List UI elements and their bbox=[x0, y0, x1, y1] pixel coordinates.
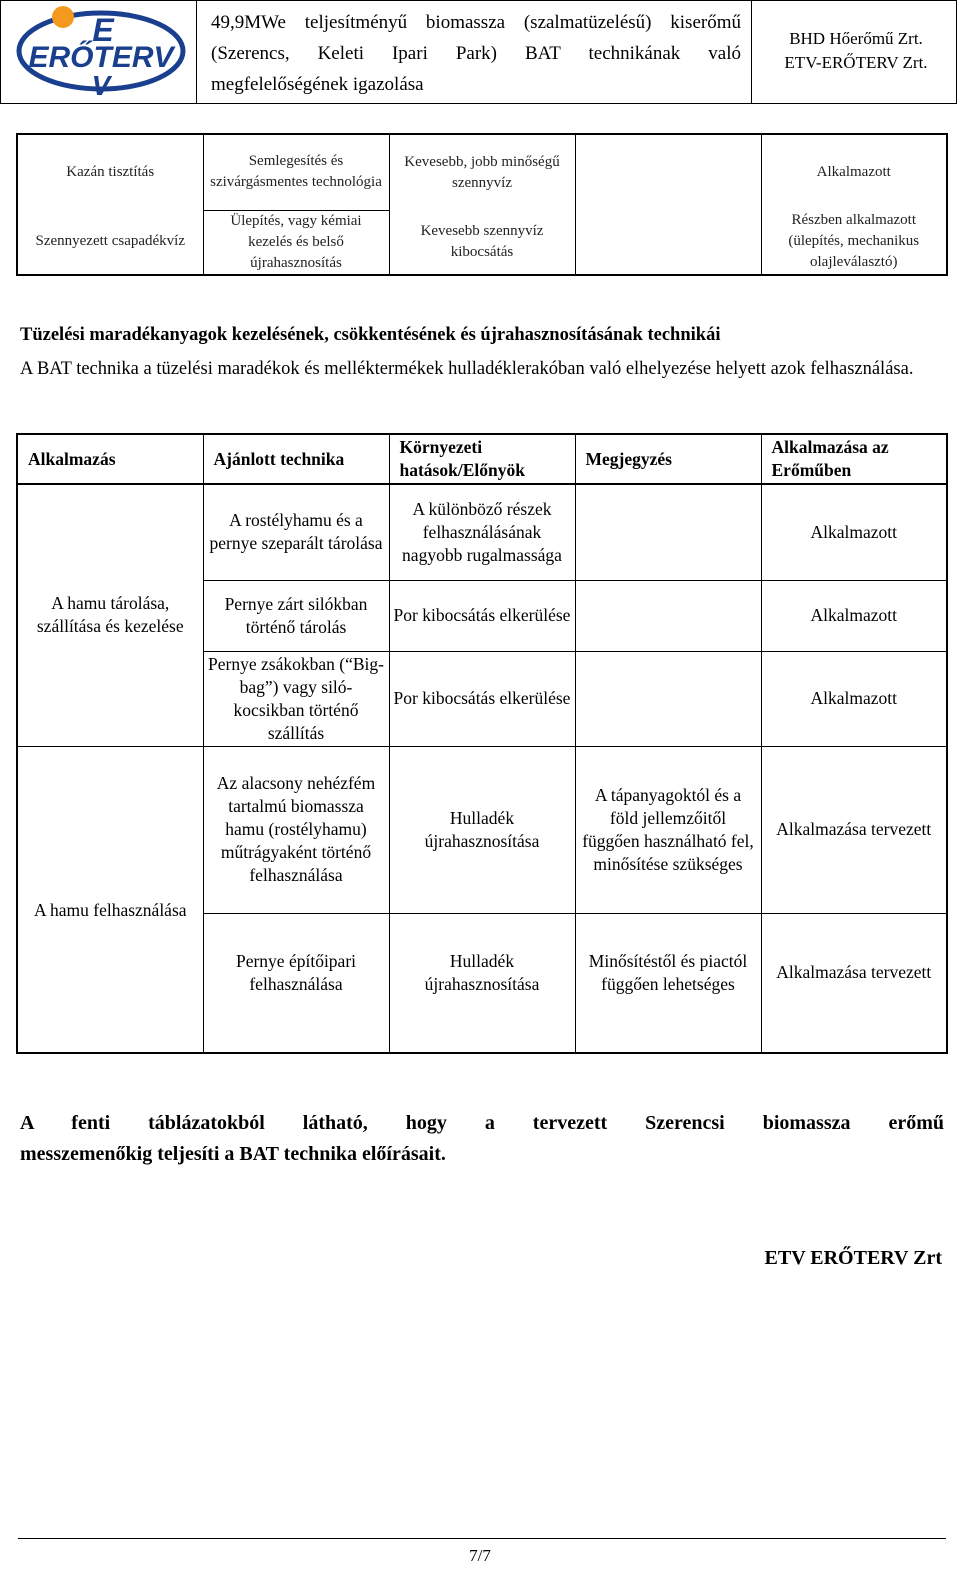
document-title: 49,9MWe teljesítményű biomassza (szalmatüzelésű) kiserőmű (Szerencs, Keleti Ipari Park) BAT technikának való megfelelőségének igazolása bbox=[211, 12, 741, 95]
signature: ETV ERŐTERV Zrt bbox=[764, 1247, 942, 1269]
table-cell: Kevesebb szennyvíz kibocsátás bbox=[389, 210, 575, 275]
table-row bbox=[17, 134, 947, 210]
column-header: Alkalmazás bbox=[17, 434, 203, 484]
ash-handling-table bbox=[16, 433, 948, 1054]
column-header: Környezeti hatások/Előnyök bbox=[389, 434, 575, 484]
table-cell: Minősítéstől és piactól függően lehetséges bbox=[575, 913, 761, 1053]
conclusion-line: A fenti táblázatokból látható, hogy a tervezett Szerencsi biomassza erőmű bbox=[20, 1112, 944, 1134]
table-cell bbox=[575, 580, 761, 651]
column-header: Megjegyzés bbox=[575, 434, 761, 484]
header-companies bbox=[756, 27, 956, 75]
table-cell: Hulladék újrahasznosítása bbox=[389, 913, 575, 1053]
table-cell: A különböző részek felhasználásának nagyobb rugalmassága bbox=[389, 484, 575, 580]
table-cell: A rostélyhamu és a pernye szeparált tárolása bbox=[203, 484, 389, 580]
page-number: 7/7 bbox=[469, 1546, 491, 1565]
header-divider bbox=[751, 1, 752, 103]
header-divider bbox=[196, 1, 197, 103]
eroterv-logo bbox=[11, 3, 191, 103]
group-label: A hamu felhasználása bbox=[17, 746, 203, 1053]
table-cell bbox=[575, 484, 761, 580]
wastewater-table bbox=[16, 133, 948, 276]
table-row bbox=[17, 210, 947, 275]
table-cell: Az alacsony nehézfém tartalmú biomassza hamu (rostélyhamu) műtrágyaként történő felhasználása bbox=[203, 746, 389, 913]
table-row bbox=[17, 746, 947, 913]
section-title: Tüzelési maradékanyagok kezelésének, csökkentésének és újrahasznosításának technikái bbox=[20, 325, 721, 345]
table-cell: Ülepítés, vagy kémiai kezelés és belső újrahasznosítás bbox=[203, 210, 389, 275]
svg-text:ERŐTERV: ERŐTERV bbox=[28, 41, 174, 74]
table-cell bbox=[575, 134, 761, 275]
table-cell: Alkalmazott bbox=[761, 134, 947, 210]
table-cell: Kazán tisztítás bbox=[17, 134, 203, 210]
table-cell: Szennyezett csapadékvíz bbox=[17, 210, 203, 275]
status-cell: Alkalmazott bbox=[761, 580, 947, 651]
table-cell: Részben alkalmazott (ülepítés, mechanikus olajleválasztó) bbox=[761, 210, 947, 275]
table-cell: Semlegesítés és szivárgásmentes technológia bbox=[203, 134, 389, 210]
section-paragraph: A BAT technika a tüzelési maradékok és melléktermékek hulladéklerakóban való elhelyezése helyett azok felhasználása. bbox=[20, 359, 914, 379]
column-header: Alkalmazása az Erőműben bbox=[761, 434, 947, 484]
status-cell: Alkalmazott bbox=[761, 484, 947, 580]
table-cell: Pernye építőipari felhasználása bbox=[203, 913, 389, 1053]
column-header: Ajánlott technika bbox=[203, 434, 389, 484]
page-header bbox=[0, 0, 957, 104]
conclusion-line: messzemenőkig teljesíti a BAT technika előírásait. bbox=[20, 1143, 446, 1165]
table-cell: A tápanyagoktól és a föld jellemzőitől függően használható fel, minősítése szükséges bbox=[575, 746, 761, 913]
footer-divider bbox=[18, 1538, 946, 1539]
table-cell bbox=[575, 651, 761, 746]
company-name: ETV-ERŐTERV Zrt. bbox=[784, 53, 928, 72]
status-cell: Alkalmazása tervezett bbox=[761, 913, 947, 1053]
svg-text:V: V bbox=[91, 70, 111, 101]
table-cell: Por kibocsátás elkerülése bbox=[389, 580, 575, 651]
table-header-row bbox=[17, 434, 947, 484]
svg-text:E: E bbox=[92, 12, 114, 48]
company-name: BHD Hőerőmű Zrt. bbox=[789, 29, 923, 48]
group-label: A hamu tárolása, szállítása és kezelése bbox=[17, 484, 203, 746]
status-cell: Alkalmazott bbox=[761, 651, 947, 746]
conclusion-paragraph bbox=[20, 1108, 944, 1170]
table-cell: Por kibocsátás elkerülése bbox=[389, 651, 575, 746]
table-cell: Hulladék újrahasznosítása bbox=[389, 746, 575, 913]
status-cell: Alkalmazása tervezett bbox=[761, 746, 947, 913]
table-cell: Pernye zsákokban (“Big-bag”) vagy siló-kocsikban történő szállítás bbox=[203, 651, 389, 746]
table-cell: Kevesebb, jobb minőségű szennyvíz bbox=[389, 134, 575, 210]
table-row bbox=[17, 484, 947, 580]
table-cell: Pernye zárt silókban történő tárolás bbox=[203, 580, 389, 651]
